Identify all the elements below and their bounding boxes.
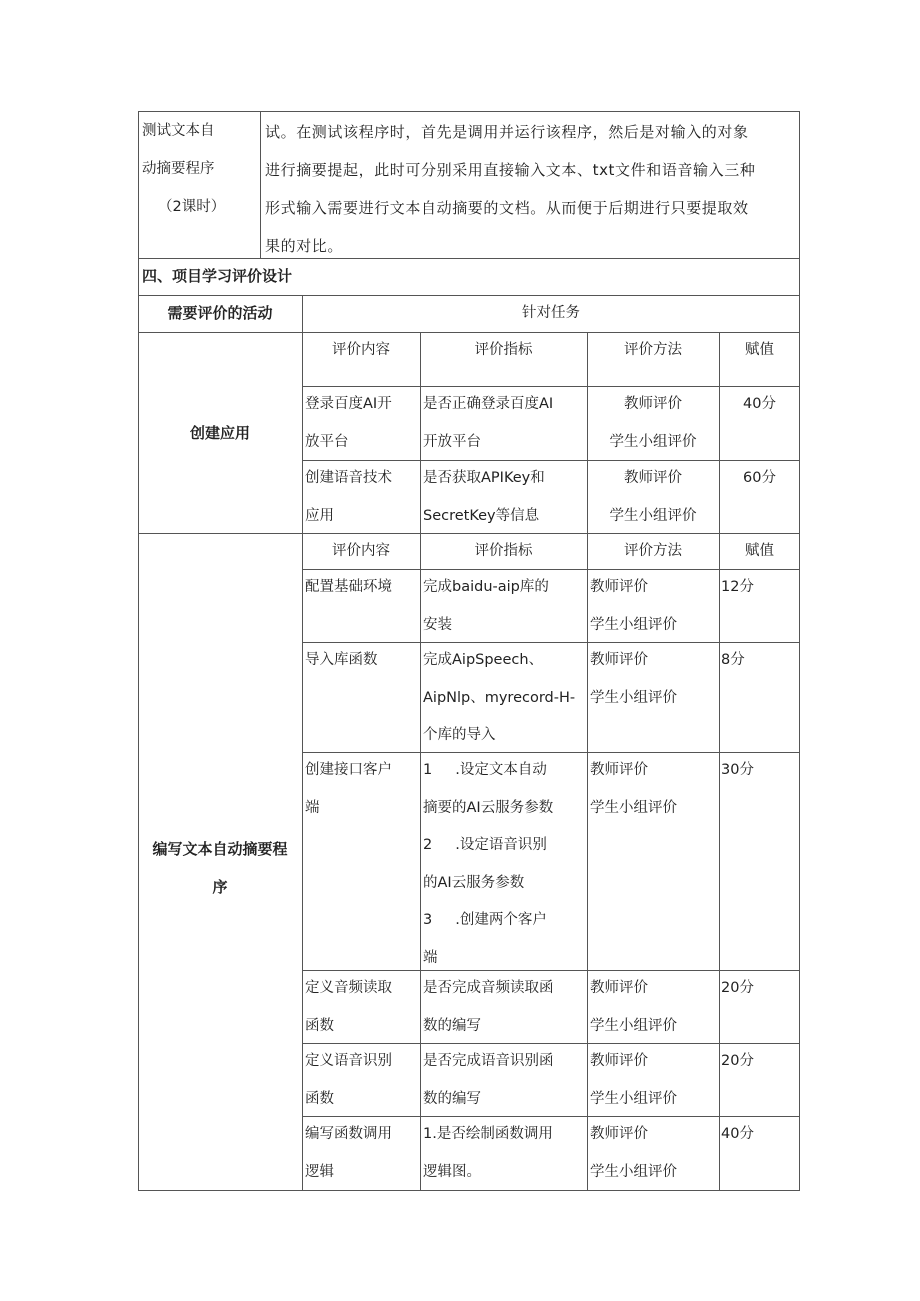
header-activity: 需要评价的活动 bbox=[167, 304, 273, 322]
header-task: 针对任务 bbox=[522, 305, 580, 321]
section-heading: 四、项目学习评价设计 bbox=[142, 267, 293, 285]
group2-activity: 编写文本自动摘要程 序 bbox=[152, 840, 288, 896]
group1-activity: 创建应用 bbox=[189, 424, 250, 442]
document-page: 测试文本自 动摘要程序 （2课时） 试。在测试该程序时，首先是调用并运行该程序，然后是对输入的对象 进行摘要提起，此时可分别采用直接输入文本、txt文件和语音输入三种 形式输入需要进行文本自动摘要的文档。从而便于后期进行只要提取效 果的对比。 四、项目学习评价设计 需要评价的活动 针对任务 评价内容 评价指标 评价方法 赋值 创建应用 登录百度AI开 放平台 是否正确登录百度AI 开放平台 教师评价 学生小组评价 40分 创建语音技术 应用 是否获取APIKey和 SecretKey等信息 教师评价 学生小组评价 60分 评价内容 评价指标 评价方法 赋值 编写文本自动摘要程 序 配置基础环境 完成baidu-aip库的 安装 教师评价 学生小组评价 12分 导入库函数 完成AipSpeech、 AipNlp、myrecord-H- 个库的导入 教师评价 学生小组评价 8分 创建接口客户 端 1 .设定文本自动 摘要的AI云服务参数 2 .设定语音识别 的AI云服务参数 3 .创建两个客户 端 教师评价 学生小组评价 30分 定义音频读取 函数 是否完成音频读取函 数的编写 教师评价 学生小组评价 20分 定义语音识别 函数 是否完成语音识别函 数的编写 教师评价 学生小组评价 20分 编写函数调用 逻辑 1.是否绘制函数调用 逻辑图。 教师评价 学生小组评价 40分 bbox=[0, 0, 920, 1301]
